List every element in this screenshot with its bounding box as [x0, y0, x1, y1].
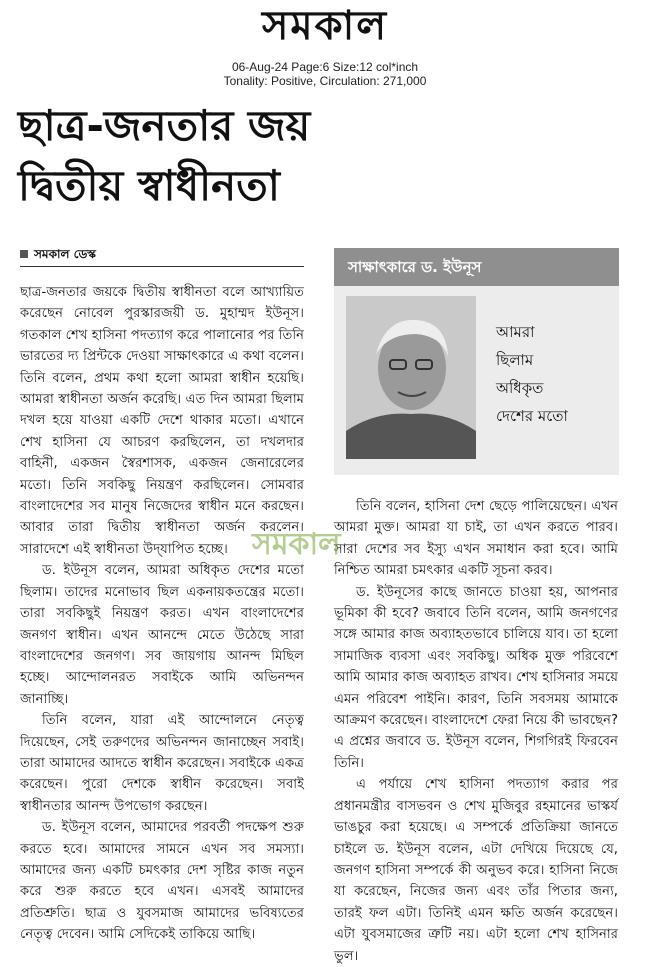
column1-paragraph: ছাত্র-জনতার জয়কে দ্বিতীয় স্বাধীনতা বলে আখ্যায়িত করেছেন নোবেল পুরস্কারজয়ী ড. মুহাম্মদ ইউনূস। গতকাল শেখ হাসিনা পদত্যাগ করে পালানোর পর তিনি ভারতের দ্য প্রিন্টকে দেওয়া সাক্ষাৎকারে এ কথা বলেন। তিনি বলেন, প্রথম কথা হলো আমরা স্বাধীন হয়েছি। আমরা স্বাধীনতা অর্জন করেছি। এত দিন আমরা ছিলাম দখল হয়ে যাওয়া একটি দেশে থাকার মতো। এখানে শেখ হাসিনা যে আচরণ করছিলেন, তা দখলদার বাহিনী, একজন স্বৈরশাসক, একজন জেনারেলের মতো। তিনি সবকিছু নিয়ন্ত্রণ করছিলেন। সোমবার বাংলাদেশের সব মানুষ নিজেদের স্বাধীন মনে করছেন। আবার তারা দ্বিতীয় স্বাধীনতা অর্জন করলেন। সারাদেশে এই স্বাধীনতা উদ্‌যাপিত হচ্ছে। — [20, 285, 304, 557]
interview-sidebar — [334, 248, 619, 475]
byline — [20, 247, 304, 261]
column2-paragraph: ড. ইউনূসের কাছে জানতে চাওয়া হয়, আপনার ভূমিকা কী হবে? জবাবে তিনি বলেন, আমি জনগণের সঙ্গে আমার কাজ অব্যাহতভাবে চালিয়ে যাব। তা হলো সামাজিক ব্যবসা এবং সবকিছু। অধিক মুক্ত পরিবেশে আমি আমার কাজ অব্যাহত রাখব। শেখ হাসিনার সময়ে এমন পরিবেশ পাইনি। কারণ, তিনি সবসময় আমাকে আক্রমণ করেছেন। বাংলাদেশে ফেরা নিয়ে কী ভাবছেন? এ প্রশ্নের জবাবে ড. ইউনূস বলেন, শিগগিরই ফিরবেন তিনি। — [334, 584, 618, 771]
article-headline — [18, 96, 418, 216]
portrait-illustration — [346, 296, 476, 459]
quote-line: ছিলাম — [496, 351, 534, 369]
column1-paragraph: ড. ইউনূস বলেন, আমাদের পরবর্তী পদক্ষেপ শুরু করতে হবে। আমাদের সামনে এখন সব সমস্যা। আমাদের জন্য একটি চমৎকার দেশ সৃষ্টির কাজ নতুন করে শুরু করতে হবে এখন। এসবই আমাদের প্রতিশ্রুতি। ছাত্র ও যুবসমাজ আমাদের ভবিষ্যতের নেতৃত্ব দেবেন। আমি সেদিকেই তাকিয়ে আছি। — [20, 820, 304, 943]
headline-line-2: দ্বিতীয় স্বাধীনতা — [18, 161, 280, 210]
column2-paragraph: তিনি বলেন, হাসিনা দেশ ছেড়ে পালিয়েছেন। এখন আমরা মুক্ত। আমরা যা চাই, তা এখন করতে পারব। সারা দেশের সব ইস্যু এখন সমাধান করা হবে। আমি নিশ্চিত আমরা চমৎকার একটি সূচনা করব। — [334, 499, 618, 579]
quote-line: অধিকৃত — [496, 379, 544, 397]
pull-quote — [496, 318, 614, 430]
newspaper-masthead: সমকাল — [261, 2, 389, 49]
column2-paragraph: এ পর্যায়ে শেখ হাসিনা পদত্যাগ করার পর প্রধানমন্ত্রীর বাসভবন ও শেখ মুজিবুর রহমানের ভাস্কর্য ভাঙচুর করা হয়েছে। এ সম্পর্কে প্রতিক্রিয়া জানতে চাইলে ড. ইউনূস বলেন, এটা দেখিয়ে দিয়েছে যে, জনগণ হাসিনা সম্পর্কে কী অনুভব করে। হাসিনা নিজে যা করেছেন, নিজের জন্য এবং তাঁর পিতার জন্য, তারই ফল এটা। তিনিই এমন ক্ষতি অর্জন করেছেন। এটা যুবসমাজের ত্রুটি নয়। এটা হলো শেখ হাসিনার ভুল। — [334, 777, 618, 964]
byline-square-icon — [20, 250, 28, 258]
headline-line-1: ছাত্র-জনতার জয় — [18, 101, 311, 150]
column1-paragraph: তিনি বলেন, যারা এই আন্দোলনে নেতৃত্ব দিয়েছেন, সেই তরুণদের অভিনন্দন জানাচ্ছেন সবাই। তারা আমাদের আদতে স্বাধীন করেছেন। সবাইকে একত্র করেছেন। পুরো দেশকে স্বাধীন করেছেন। সবাই স্বাধীনতার আনন্দ উপভোগ করছেন। — [20, 713, 304, 814]
portrait-photo — [346, 296, 476, 459]
article-column-2 — [334, 496, 618, 967]
article-column-1 — [20, 282, 304, 946]
column1-paragraph: ড. ইউনূস বলেন, আমরা অধিকৃত দেশের মতো ছিলাম। তাদের মনোভাব ছিল একনায়কতন্ত্রের মতো। তারা সবকিছুই নিয়ন্ত্রণ করত। এখন বাংলাদেশের জনগণ স্বাধীন। এখন আনন্দে মেতে উঠেছে সারা বাংলাদেশের জনগণ। সব জায়গায় আনন্দ মিছিল হচ্ছে। আন্দোলনরত সবাইকে আমি অভিনন্দন জানাচ্ছি। — [20, 563, 304, 707]
byline-divider — [20, 266, 304, 267]
watermark: সমকাল — [252, 527, 341, 562]
quote-line: দেশের মতো — [496, 407, 568, 425]
quote-line: আমরা — [496, 323, 535, 341]
clipping-meta-line-1: 06-Aug-24 Page:6 Size:12 col*inch — [231, 60, 419, 74]
byline-text: সমকাল ডেস্ক — [34, 247, 96, 261]
sidebar-title: সাক্ষাৎকারে ড. ইউনূস — [334, 248, 619, 286]
clipping-meta-line-2: Tonality: Positive, Circulation: 271,000 — [223, 74, 427, 88]
